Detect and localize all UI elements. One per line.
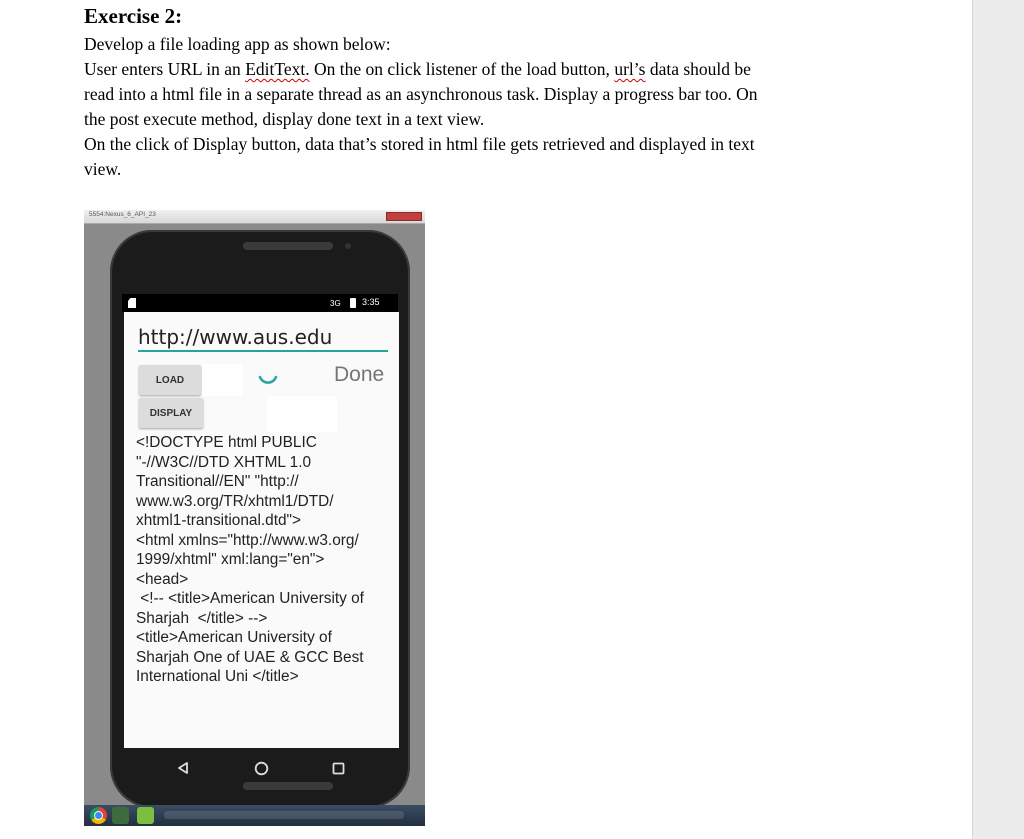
output-line: International Uni </title> [136, 668, 299, 685]
output-line: <head> [136, 570, 189, 588]
paragraph-line-3: the post execute method, display done text in a text view. [84, 109, 485, 129]
status-time: 3:35 [362, 297, 380, 307]
page-gutter [972, 0, 1024, 839]
phone-frame [110, 230, 410, 808]
paragraph-line-4: On the click of Display button, data that’s stored in html file gets retrieved and displayed in text [84, 134, 755, 154]
camera-icon [345, 243, 351, 249]
status-text-view: Done [334, 363, 385, 386]
signal-icon: 3G [330, 299, 341, 308]
windows-taskbar [84, 805, 425, 826]
progress-spinner-icon [257, 368, 279, 390]
home-circle-icon[interactable] [254, 761, 269, 776]
android-icon[interactable] [137, 807, 154, 824]
bottom-speaker-grille [243, 782, 333, 790]
spellcheck-flag-urls: url’s [614, 59, 646, 79]
output-line: <html xmlns="http://www.w3.org/ [136, 531, 359, 549]
output-line: Sharjah One of UAE & GCC Best [136, 648, 364, 666]
sd-card-icon [128, 298, 136, 308]
blank-area [267, 396, 337, 432]
url-input[interactable] [138, 324, 388, 352]
html-output-text-view [136, 433, 391, 687]
chrome-icon[interactable] [90, 807, 107, 824]
back-triangle-icon[interactable] [176, 761, 190, 775]
output-line: <title>American University of [136, 629, 332, 646]
load-button[interactable]: LOAD [139, 365, 201, 395]
line-1-before: User enters URL in an [84, 59, 246, 79]
emulator-window-title: 5554:Nexus_6_API_23 [89, 211, 156, 218]
output-line: xhtml1-transitional.dtd"> [136, 512, 302, 529]
output-line: Sharjah </title> --> [136, 609, 268, 627]
app-screen [124, 312, 399, 748]
output-line: "-//W3C//DTD XHTML 1.0 [136, 453, 312, 471]
paragraph-line-2: read into a html file in a separate thread as an asynchronous task. Display a progress bar too. On [84, 84, 758, 104]
output-line: <!-- <title>American University of [136, 590, 364, 607]
paragraph-line-5: view. [84, 159, 122, 179]
output-line: <!DOCTYPE html PUBLIC [136, 434, 317, 451]
emulator-screenshot [84, 210, 425, 826]
speaker-grille [243, 242, 333, 250]
output-line: www.w3.org/TR/xhtml1/DTD/ [136, 492, 334, 510]
taskbar-blurred-area [164, 811, 404, 819]
display-button[interactable]: DISPLAY [139, 398, 203, 428]
status-bar [122, 294, 398, 312]
recent-square-icon[interactable] [332, 762, 345, 775]
blank-area [202, 364, 242, 396]
line-1-middle: On the on click listener of the load button, [309, 59, 615, 79]
output-line: 1999/xhtml" xml:lang="en"> [136, 551, 325, 568]
instructions-text [84, 32, 884, 182]
emulator-titlebar [84, 210, 425, 224]
exercise-title: Exercise 2: [84, 4, 183, 28]
output-line: Transitional//EN" "http:// [136, 473, 299, 490]
line-1-after: data should be [645, 59, 751, 79]
battery-icon [350, 298, 356, 308]
intro-line: Develop a file loading app as shown below: [84, 34, 391, 54]
android-studio-icon[interactable] [112, 807, 129, 824]
paragraph-line-1 [84, 57, 884, 82]
spellcheck-flag-edittext: EditText. [245, 59, 310, 79]
window-close-icon[interactable] [386, 212, 422, 221]
